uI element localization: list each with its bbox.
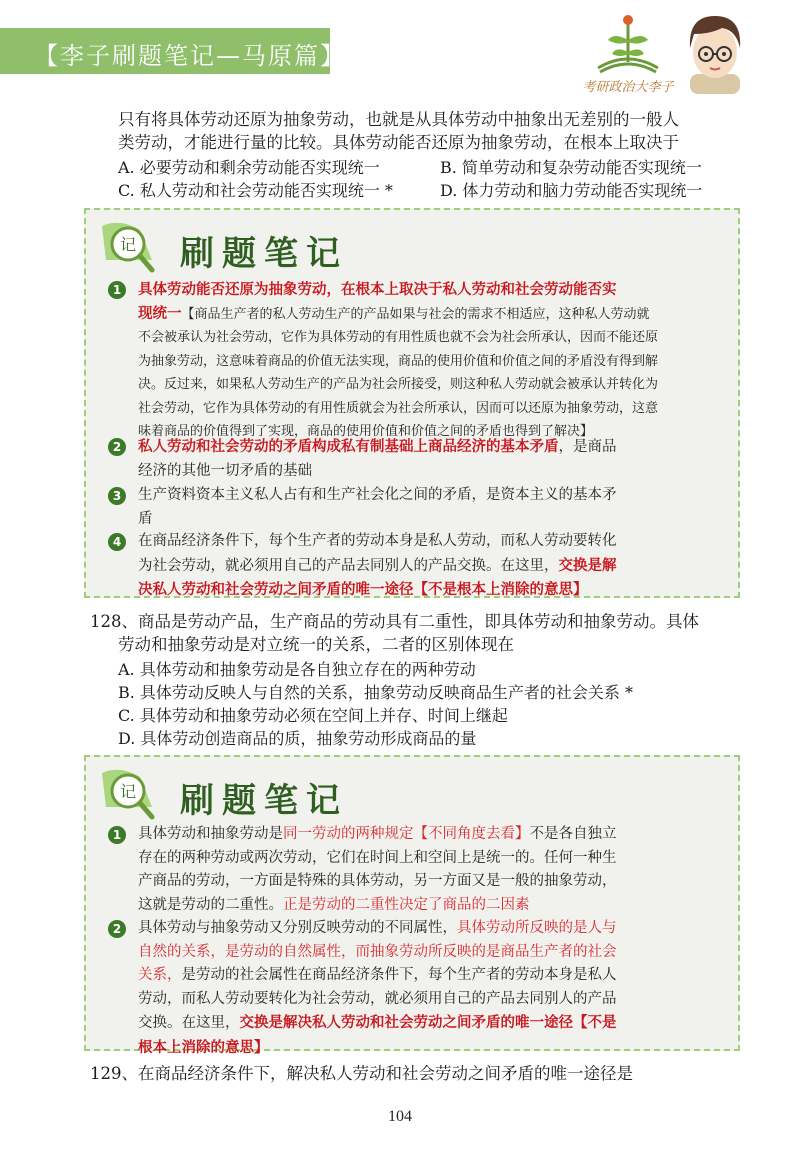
note1-item4-line2b: 交换是解 — [558, 556, 617, 574]
note1-item3-line1: 生产资料资本主义私人占有和生产社会化之间的矛盾，是资本主义的基本矛 — [138, 487, 617, 503]
q128-stem-line2: 劳动和抽象劳动是对立统一的关系，二者的区别体现在 — [118, 635, 514, 654]
note-header — [100, 220, 400, 276]
svg-text:记: 记 — [120, 782, 137, 801]
note2-item2-line3a: 关系， — [138, 967, 182, 983]
number-1-icon: 1 — [108, 826, 126, 844]
note2-item1-line3: 产商品的劳动，一方面是特殊的具体劳动，另一方面又是一般的抽象劳动， — [138, 873, 617, 889]
number-4-icon: 4 — [108, 533, 126, 551]
author-avatar — [680, 8, 750, 94]
note1-item1-detail-1: 不会被承认为社会劳动，它作为具体劳动的有用性质也就不会为社会所承认，因而不能还原 — [138, 330, 659, 345]
note2-item2-line2: 自然的关系，是劳动的自然属性，而抽象劳动所反映的是商品生产者的社会 — [138, 943, 617, 960]
note-title: 刷题笔记 — [180, 234, 348, 274]
q128-stem-line1: 128、商品是劳动产品，生产商品的劳动具有二重性，即具体劳动和抽象劳动。具体 — [90, 612, 699, 631]
q129-stem: 129、在商品经济条件下，解决私人劳动和社会劳动之间矛盾的唯一途径是 — [90, 1064, 633, 1083]
q127-option-b[interactable]: B. 简单劳动和复杂劳动能否实现统一 — [440, 158, 702, 177]
note1-item3-line2: 盾 — [138, 510, 153, 527]
note1-item1-detail-4: 社会劳动，它作为具体劳动的有用性质就会为社会所承认，因而可以还原为抽象劳动，这意 — [138, 400, 659, 416]
header-banner — [0, 28, 346, 74]
note2-item2-line1b: 具体劳动所反映的是人与 — [457, 920, 617, 936]
note1-item2-tail: ，是商品 — [558, 439, 617, 455]
study-note-box-2 — [84, 755, 740, 1056]
page-number: 104 — [388, 1108, 412, 1125]
number-1-icon: 1 — [108, 281, 126, 299]
note2-item2-line5b: 交换是解决私人劳动和社会劳动之间矛盾的唯一途径【不是 — [239, 1014, 617, 1031]
note-title: 刷题笔记 — [180, 781, 348, 821]
q127-option-c-correct[interactable]: C. 私人劳动和社会劳动能否实现统一 * — [118, 181, 393, 200]
note2-item2-line6: 根本上消除的意思】 — [138, 1038, 269, 1056]
magnifier-note-icon — [100, 220, 164, 280]
note-header — [100, 767, 400, 823]
note1-item1-detail-3: 决。反过来，如果私人劳动生产的产品为社会所接受，则这种私人劳动就会被承认并转化为 — [138, 377, 659, 392]
book-tree-icon — [578, 10, 678, 76]
note1-item1-detail-5: 味着商品的价值得到了实现，商品的使用价值和价值之间的矛盾也得到了解决】 — [138, 424, 594, 439]
q128-option-c[interactable]: C. 具体劳动和抽象劳动必须在空间上并存、时间上继起 — [118, 706, 508, 725]
magnifier-note-icon — [100, 767, 164, 827]
note2-item2-line1a: 具体劳动与抽象劳动又分别反映劳动的不同属性， — [138, 920, 457, 936]
svg-text:记: 记 — [120, 235, 137, 254]
note1-item4-line3: 决私人劳动和社会劳动之间矛盾的唯一途径【不是根本上消除的意思】 — [138, 581, 588, 598]
note2-item2-line3b: 是劳动的社会属性在商品经济条件下，每个生产者的劳动本身是私人 — [181, 967, 617, 983]
note1-item4-line1: 在商品经济条件下，每个生产者的劳动本身是私人劳动，而私人劳动要转化 — [138, 533, 617, 549]
note2-item1-line2: 存在的两种劳动或两次劳动，它们在时间上和空间上是统一的。任何一种生 — [138, 849, 617, 866]
q128-option-a[interactable]: A. 具体劳动和抽象劳动是各自独立存在的两种劳动 — [118, 660, 476, 679]
brand-logo — [578, 10, 678, 100]
q127-option-a[interactable]: A. 必要劳动和剩余劳动能否实现统一 — [118, 158, 380, 177]
study-note-box-1 — [84, 208, 740, 598]
note1-item1-highlight-line1: 具体劳动能否还原为抽象劳动，在根本上取决于私人劳动和社会劳动能否实 — [138, 281, 617, 298]
q127-stem-line2: 类劳动，才能进行量的比较。具体劳动能否还原为抽象劳动，在根本上取决于 — [118, 133, 679, 152]
note1-item1-detail-2: 为抽象劳动，这意味着商品的价值无法实现，商品的使用价值和价值之间的矛盾没有得到解 — [138, 353, 659, 369]
note2-item1-line1b: 同一劳动的两种规定【不同角度去看】 — [283, 826, 530, 842]
note2-item2-line4: 劳动，而私人劳动要转化为社会劳动，就必须用自己的产品去同别人的产品 — [138, 990, 617, 1007]
note1-item4-line2a: 为社会劳动，就必须用自己的产品去同别人的产品交换。在这里， — [138, 557, 559, 574]
note1-item2-line2: 经济的其他一切矛盾的基础 — [138, 462, 312, 479]
note2-item2-line5a: 交换。在这里， — [138, 1015, 240, 1031]
q127-option-d[interactable]: D. 体力劳动和脑力劳动能否实现统一 — [440, 181, 703, 200]
number-2-icon: 2 — [108, 920, 126, 938]
note2-item1-line1a: 具体劳动和抽象劳动是 — [138, 826, 283, 842]
note2-item1-line4b: 正是劳动的二重性决定了商品的二因素 — [283, 896, 530, 913]
header-title: 【李子刷题笔记—马原篇】 — [34, 42, 346, 70]
brand-logo-text: 考研政治大李子 — [582, 80, 674, 95]
note1-item2-highlight: 私人劳动和社会劳动的矛盾构成私有制基础上商品经济的基本矛盾 — [138, 438, 559, 455]
q127-stem-line1: 只有将具体劳动还原为抽象劳动，也就是从具体劳动中抽象出无差别的一般人 — [118, 110, 679, 129]
q128-option-d[interactable]: D. 具体劳动创造商品的质，抽象劳动形成商品的量 — [118, 729, 477, 748]
note1-item1-highlight-line2: 现统一 — [138, 304, 182, 322]
cartoon-face-icon — [680, 8, 750, 94]
note2-item1-line4a: 这就是劳动的二重性。 — [138, 896, 283, 913]
q128-option-b-correct[interactable]: B. 具体劳动反映人与自然的关系，抽象劳动反映商品生产者的社会关系 * — [118, 683, 634, 702]
number-3-icon: 3 — [108, 487, 126, 505]
note2-item1-line1c: 不是各自独立 — [529, 826, 617, 842]
note1-item1-detail-0: 【商品生产者的私人劳动生产的产品如果与社会的需求不相适应，这种私人劳动就 — [181, 306, 650, 322]
number-2-icon: 2 — [108, 438, 126, 456]
